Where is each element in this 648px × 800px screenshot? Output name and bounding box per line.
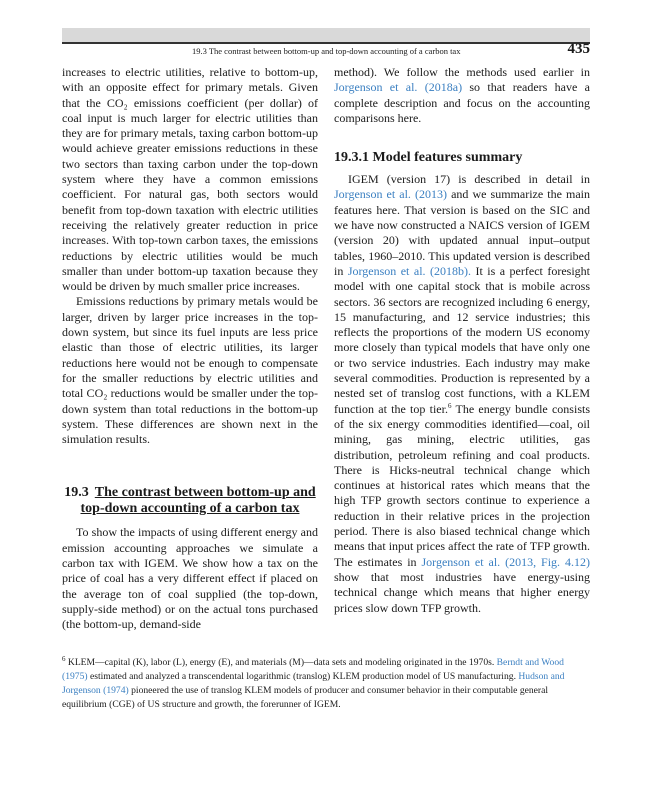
citation-link[interactable]: Jorgenson et al. (2013, Fig. 4.12)	[421, 554, 591, 569]
right-paragraphs	[334, 65, 590, 126]
footnote-text	[62, 656, 590, 712]
section-number: 19.3	[64, 485, 89, 501]
paragraph	[334, 172, 590, 616]
left-paragraphs-after	[62, 525, 318, 632]
text-run: increases to electric utilities, relative to bottom-up, with an opposite effect for primary metals. Given that the CO₂ emissions coefficient (per dollar) of coal input is much larger for electric utilities than they are for primary metals, taxing carbon bottom-up would achieve greater emissions reductions in these two sectors than taxing carbon under the top-down system where they have a common emissions coefficient. For natural gas, both sectors would benefit from top-down taxation with electric utilities receiving the relatively greater reduction in price increases. With top-town carbon taxes, the emissions reductions by electric utilities would be much smaller than under bottom-up taxation because they would be driven by much smaller price increases.	[62, 65, 318, 294]
text-run: The energy bundle consists of the six energy commodities identified—coal, oil mining, gas mining, electric utilities, gas distribution, petroleum refining and coal products. There is Hicks-neutral technical change which continues at historical rates which means that the high TFP growth sectors continue to experience a reduction in their relative prices in the projection period. There is also biased technical change which means that input prices affect the rate of TFP growth. The estimates in	[334, 401, 590, 569]
text-run: estimated and analyzed a transcendental logarithmic (translog) KLEM production model of US manufacturing.	[87, 671, 519, 682]
text-run: and we summarize the main features here. That version is based on the SIC and we have now constructed a NAICS version of IGEM (version 20) with updated annual input–output tables, 1960–2010. This updated version is described in	[334, 187, 590, 278]
footnote-marker: 6	[447, 401, 452, 410]
page-number: 435	[567, 41, 590, 57]
citation-link[interactable]: Berndt and Wood (1975)	[62, 657, 564, 682]
paragraph	[62, 525, 318, 632]
citation-link[interactable]: Jorgenson et al. (2018b).	[347, 263, 471, 278]
left-paragraphs	[62, 65, 318, 447]
subsection-heading: 19.3.1 Model features summary	[334, 150, 523, 166]
running-header	[62, 41, 590, 60]
citation-link[interactable]: Hudson and Jorgenson (1974)	[62, 671, 565, 696]
citation-link[interactable]: Jorgenson et al. (2013)	[334, 187, 447, 202]
text-run: so that readers have a complete description and focus on the accounting comparisons here.	[334, 80, 590, 125]
text-run: KLEM—capital (K), labor (L), energy (E), and materials (M)—data sets and modeling originated in the 1970s.	[65, 657, 497, 668]
citation-link[interactable]: Jorgenson et al. (2018a)	[334, 80, 463, 95]
text-run: IGEM (version 17) is described in detail in	[348, 172, 590, 187]
paragraph	[62, 294, 318, 447]
header-bar	[62, 28, 590, 44]
text-run: It is a perfect foresight model with one capital stock that is mobile across sectors. 36 sectors are recognized including 6 energy, 15 manufacturing, and 12 service industries; this reflects the proportions of the modern US economy more closely than typical models that have only one or two service industries. Each industry may make several commodities. Production is represented by a nested set of translog cost functions, with a KLEM function at the top tier.	[334, 263, 590, 416]
paragraph	[62, 65, 318, 294]
text-run: show that most industries have energy-using technical change which means that higher energy prices slow down TFP growth.	[334, 569, 590, 615]
footnote-marker: 6	[62, 654, 66, 663]
text-run: method). We follow the methods used earlier in	[334, 65, 590, 79]
right-paragraphs-after	[334, 172, 590, 616]
left-column	[62, 65, 318, 633]
paragraph	[334, 65, 590, 126]
section-heading	[62, 485, 318, 517]
running-title: 19.3 The contrast between bottom-up and top-down accounting of a carbon tax	[192, 46, 461, 56]
section-title: The contrast between bottom-up and top-down accounting of a carbon tax	[80, 485, 316, 517]
footnote	[62, 656, 590, 712]
text-run: Emissions reductions by primary metals would be larger, driven by larger price increases in the top-down system, but since its fuel inputs are less price elastic than those of electric utilities, its larger reductions here would not be enough to compensate for the smaller reductions by electric utilities and total CO₂ reductions would be smaller under the top-down system than total reductions in the bottom-up system. These differences are shown next in the simulation results.	[62, 294, 318, 447]
text-run: To show the impacts of using different energy and emission accounting approaches we simulate a carbon tax with IGEM. We show how a tax on the price of coal has a very different effect if placed on the average ton of coal supplied (the top-down, supply-side method) or on the actual tons purchased (the bottom-up, demand-side	[62, 525, 318, 632]
text-run: pioneered the use of translog KLEM models of producer and consumer behavior in their computable general equilibrium (CGE) of US structure and growth, the forerunner of IGEM.	[62, 685, 549, 710]
right-column	[334, 65, 590, 616]
